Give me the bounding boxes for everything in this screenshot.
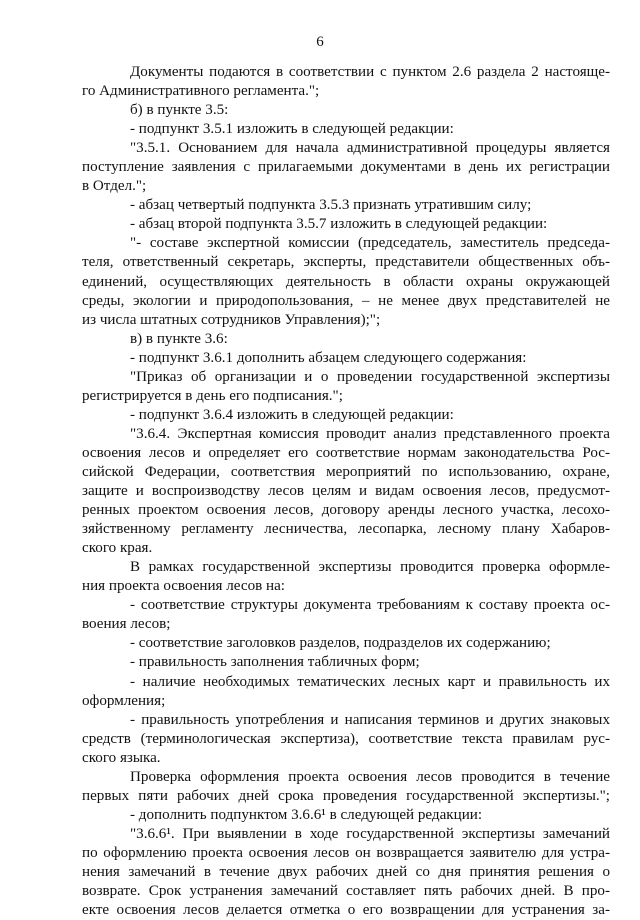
text-line: - подпункт 3.6.1 дополнить абзацем следующего содержания: xyxy=(130,349,527,366)
text-line: - дополнить подпунктом 3.6.6¹ в следующей редакции: xyxy=(130,806,483,823)
text-line: - подпункт 3.5.1 изложить в следующей редакции: xyxy=(130,121,454,138)
text-line: возврате. Срок устранения замечаний составляет пять рабочих дней. В про- xyxy=(82,883,610,900)
text-line: в) в пункте 3.6: xyxy=(130,330,228,347)
text-line: екте освоения лесов делается отметка о его возвращении для устранения за- xyxy=(82,902,610,919)
text-line: в Отдел."; xyxy=(82,178,147,195)
text-line: б) в пункте 3.5: xyxy=(130,102,229,119)
text-line: зяйственному регламенту лесничества, лесопарка, лесному плану Хабаров- xyxy=(82,521,610,538)
document-body xyxy=(82,63,610,920)
text-line: ния проекта освоения лесов на: xyxy=(82,578,285,595)
text-line: "Приказ об организации и о проведении государственной экспертизы xyxy=(130,368,610,385)
text-line: воения лесов; xyxy=(82,616,171,633)
text-line: Проверка оформления проекта освоения лесов проводится в течение xyxy=(130,768,610,785)
text-line: В рамках государственной экспертизы проводится проверка оформле- xyxy=(130,559,610,576)
text-line: поступление заявления с прилагаемыми документами в день их регистрации xyxy=(82,159,610,176)
text-line: освоения лесов и определяет его соответствие нормам законодательства Рос- xyxy=(82,444,610,461)
page-number: 6 xyxy=(316,34,324,50)
text-line: сийской Федерации, соответствия мероприятий по использованию, охране, xyxy=(82,463,610,480)
text-line: среды, экологии и природопользования, – не менее двух представителей не xyxy=(82,292,610,309)
text-line: - абзац второй подпункта 3.5.7 изложить в следующей редакции: xyxy=(130,216,548,233)
text-line: "- составе экспертной комиссии (председатель, заместитель председа- xyxy=(130,235,610,252)
text-line: - правильность заполнения табличных форм; xyxy=(130,654,420,671)
text-line: защите и воспроизводству лесов целям и видам освоения лесов, предусмот- xyxy=(82,483,610,500)
text-line: средств (терминологическая экспертиза), соответствие текста правилам рус- xyxy=(82,730,610,747)
text-line: единений, осуществляющих деятельность в области охраны окружающей xyxy=(82,273,610,290)
text-line: - соответствие структуры документа требованиям к составу проекта ос- xyxy=(130,597,610,614)
text-line: - подпункт 3.6.4 изложить в следующей редакции: xyxy=(130,406,454,423)
text-line: из числа штатных сотрудников Управления);"; xyxy=(82,311,381,328)
text-line: "3.5.1. Основанием для начала административной процедуры является xyxy=(130,140,610,157)
text-line: ского края. xyxy=(82,540,153,557)
text-line: го Административного регламента."; xyxy=(82,83,320,100)
text-line: "3.6.4. Экспертная комиссия проводит анализ представленного проекта xyxy=(130,425,610,442)
text-line: - правильность употребления и написания терминов и других знаковых xyxy=(130,711,610,728)
text-line: ренных проектом освоения лесов, договору аренды лесного участка, лесохо- xyxy=(82,502,610,519)
text-line: - соответствие заголовков разделов, подразделов их содержанию; xyxy=(130,635,551,652)
text-line: Документы подаются в соответствии с пунктом 2.6 раздела 2 настояще- xyxy=(130,64,610,80)
text-line: ского языка. xyxy=(82,749,161,766)
text-line: нения замечаний в течение двух рабочих дней со дня принятия решения о xyxy=(82,863,610,880)
text-line: первых пяти рабочих дней срока проведения государственной экспертизы."; xyxy=(82,787,610,804)
text-line: регистрируется в день его подписания."; xyxy=(82,387,343,404)
text-line: - наличие необходимых тематических лесных карт и правильность их xyxy=(130,673,610,690)
text-line: оформления; xyxy=(82,692,166,709)
text-line: теля, ответственный секретарь, эксперты, представители общественных объ- xyxy=(82,254,610,271)
text-line: - абзац четвертый подпункта 3.5.3 признать утратившим силу; xyxy=(130,197,532,214)
text-line: "3.6.6¹. При выявлении в ходе государственной экспертизы замечаний xyxy=(130,825,610,842)
text-line: по оформлению проекта освоения лесов он возвращается заявителю для устра- xyxy=(82,844,610,861)
